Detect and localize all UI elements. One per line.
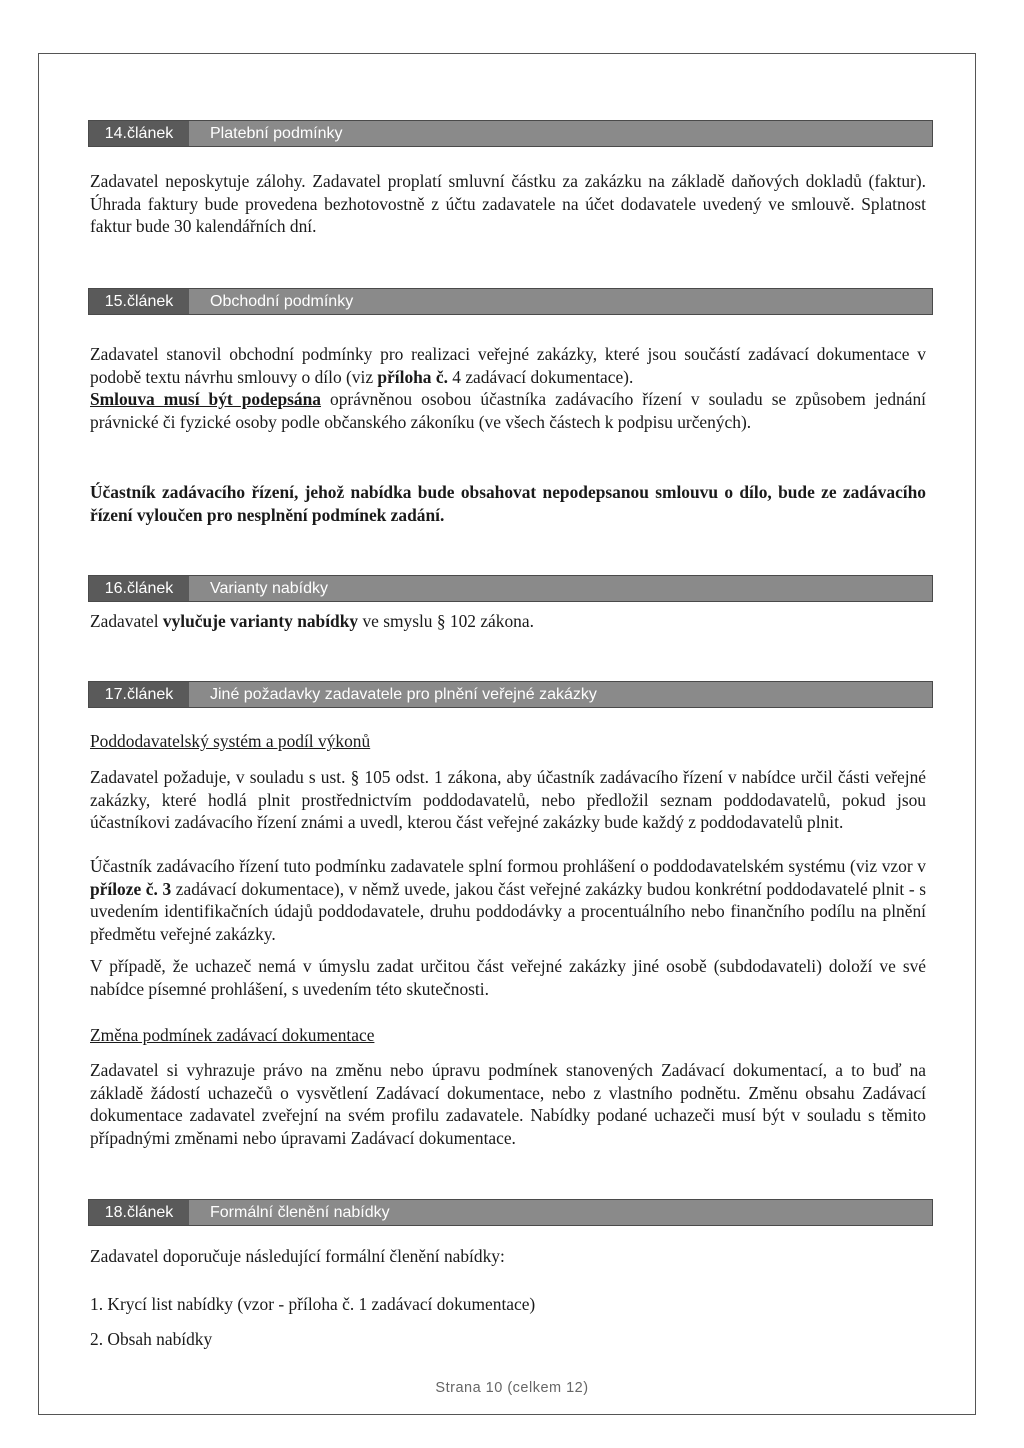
section-18-header: [88, 1199, 933, 1226]
subcontractors-declaration-paragraph: Účastník zadávacího řízení tuto podmínku zadavatele splní formou prohlášení o poddodavatelském systému (viz vzor v příloze č. 3 zadávací dokumentace), v němž uvede, jakou část veřejné zakázky budou konkrétní poddodavatelé plnit - s uvedením identifikačních údajů poddodavatele, druhu poddodávky a procentuálního nebo finančního podílu na plnění předmětu veřejné zakázky.: [90, 856, 927, 944]
section-number: 14.článek: [89, 121, 189, 146]
exclusion-notice: Účastník zadávacího řízení, jehož nabídka bude obsahovat nepodepsanou smlouvu o dílo, bude ze zadávacího řízení vyloučen pro nesplnění podmínek zadání.: [90, 482, 926, 525]
variants-paragraph: Zadavatel vylučuje varianty nabídky ve smyslu § 102 zákona.: [90, 611, 534, 631]
section-number: 18.článek: [89, 1200, 189, 1225]
document-changes-paragraph: Zadavatel si vyhrazuje právo na změnu nebo úpravu podmínek stanovených Zadávací dokumentací, a to buď na základě žádostí uchazečů o vysvětlení Zadávací dokumentace, nebo z vlastního podnětu. Změnu obsahu Zadávací dokumentace zadavatel zveřejní na svém profilu zadavatele. Nabídky podané uchazeči musí být v souladu s těmito případnými změnami nebo úpravami Zadávací dokumentace.: [90, 1060, 926, 1148]
section-title: Obchodní podmínky: [210, 293, 354, 310]
subcontractors-paragraph: Zadavatel požaduje, v souladu s ust. § 105 odst. 1 zákona, aby účastník zadávacího řízení v nabídce určil části veřejné zakázky, které hodlá plnit prostřednictvím poddodavatelů, nebo předložil seznam poddodavatelů, pokud jsou účastníkovi zadávacího řízení známi a uvedl, kterou část veřejné zakázky bude každý z poddodavatelů plnit.: [90, 767, 926, 833]
contract-signed-phrase: Smlouva musí být podepsána: [90, 389, 321, 410]
section-number: 17.článek: [89, 682, 189, 707]
section-14-header: [88, 120, 933, 147]
subheading-subcontractors: Poddodavatelský systém a podíl výkonů: [90, 731, 371, 751]
subheading-document-changes: Změna podmínek zadávací dokumentace: [90, 1025, 375, 1045]
section-15-header: [88, 288, 933, 315]
payment-terms-paragraph: Zadavatel neposkytuje zálohy. Zadavatel proplatí smluvní částku za zakázku na základě daňových dokladů (faktur). Úhrada faktury bude provedena bezhotovostně z účtu zadavatele na účet dodavatele uvedený ve smlouvě. Splatnost faktur bude 30 kalendářních dní.: [90, 171, 926, 237]
section-title: Platební podmínky: [210, 125, 343, 142]
section-16-header: [88, 575, 933, 602]
section-title: Formální členění nabídky: [210, 1204, 390, 1221]
list-item: 1. Krycí list nabídky (vzor - příloha č. 1 zadávací dokumentace): [90, 1294, 536, 1314]
business-terms-paragraph: Zadavatel stanovil obchodní podmínky pro realizaci veřejné zakázky, které jsou součástí zadávací dokumentace v podobě textu návrhu smlouvy o dílo (viz příloha č. 4 zadávací dokumentace). Smlouva musí být podepsána oprávněnou osobou účastníka zadávacího řízení v souladu se způsobem jednání právnické či fyzické osoby podle občanského zákoníku (ve všech částech k podpisu určených).: [90, 344, 926, 432]
formal-structure-intro: Zadavatel doporučuje následující formální členění nabídky:: [90, 1246, 505, 1266]
section-title: Jiné požadavky zadavatele pro plnění veřejné zakázky: [210, 686, 597, 703]
section-17-header: [88, 681, 933, 708]
no-subcontractor-paragraph: V případě, že uchazeč nemá v úmyslu zadat určitou část veřejné zakázky jiné osobě (subdodavateli) doloží ve své nabídce písemné prohlášení, s uvedením této skutečnosti.: [90, 956, 926, 999]
section-number: 15.článek: [89, 289, 189, 314]
list-item: 2. Obsah nabídky: [90, 1329, 213, 1349]
page-footer: Strana 10 (celkem 12): [435, 1380, 589, 1396]
section-number: 16.článek: [89, 576, 189, 601]
section-title: Varianty nabídky: [210, 580, 328, 597]
